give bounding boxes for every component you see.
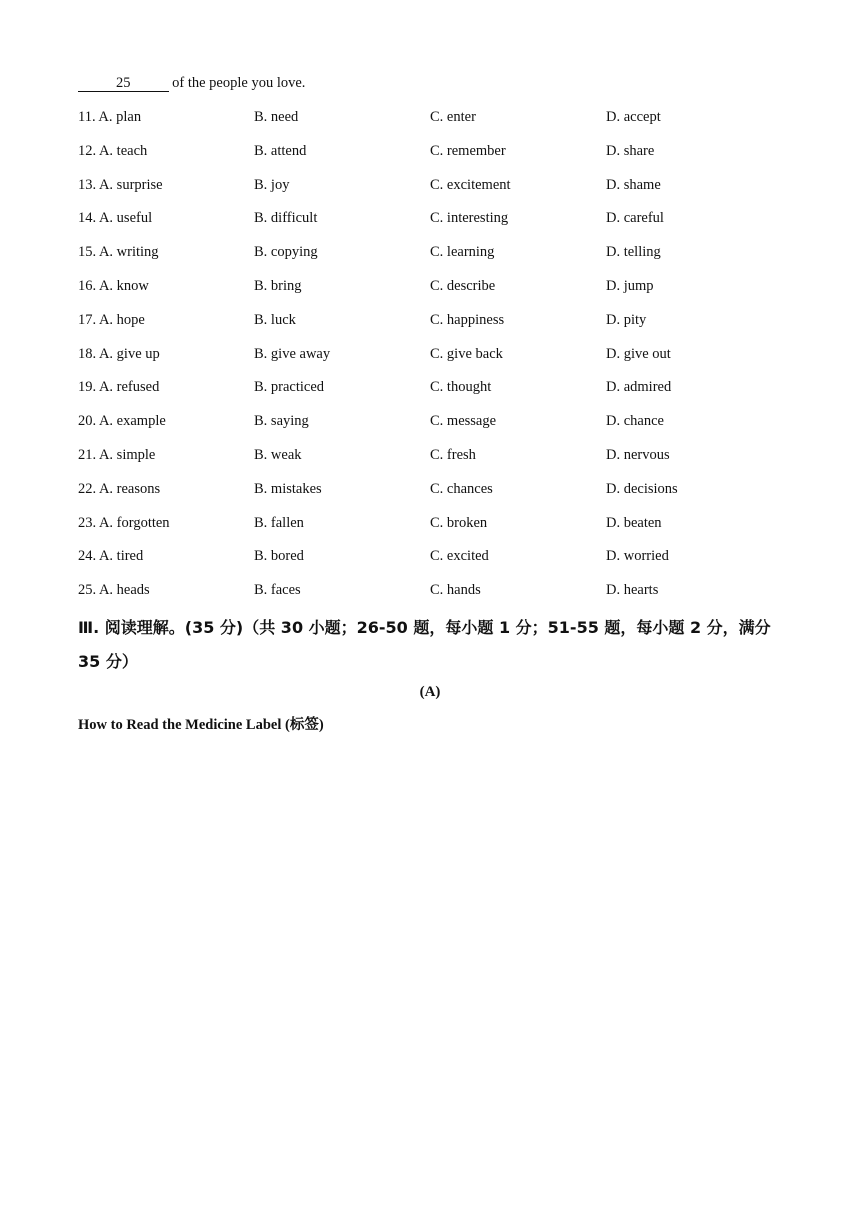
option-c: C. remember: [430, 142, 506, 159]
option-b: B. give away: [254, 345, 331, 362]
option-d: D. share: [606, 142, 655, 159]
answer-blank: [78, 75, 169, 92]
option-b: B. bored: [254, 548, 304, 565]
option-c: C. broken: [430, 514, 488, 531]
option-row: [78, 107, 798, 141]
option-d: D. beaten: [606, 514, 662, 531]
option-b: B. saying: [254, 413, 309, 430]
option-c: C. describe: [430, 277, 496, 294]
option-row: [78, 344, 798, 378]
option-a: 24. A. tired: [78, 548, 144, 565]
option-c: C. chances: [430, 480, 493, 497]
cloze-last-line: [78, 73, 305, 93]
option-d: D. worried: [606, 548, 669, 565]
option-b: B. faces: [254, 582, 301, 599]
option-c: C. learning: [430, 244, 495, 261]
option-row: [78, 445, 798, 479]
options-list: [78, 107, 798, 614]
option-row: [78, 141, 798, 175]
option-row: [78, 310, 798, 344]
option-d: D. pity: [606, 311, 647, 328]
blank-number: 25: [116, 75, 131, 91]
option-a: 18. A. give up: [78, 345, 160, 362]
option-a: 13. A. surprise: [78, 176, 163, 193]
option-c: C. excited: [430, 548, 489, 565]
option-c: C. thought: [430, 379, 492, 396]
option-b: B. attend: [254, 142, 307, 159]
option-row: [78, 377, 798, 411]
option-a: 25. A. heads: [78, 582, 150, 599]
option-a: 17. A. hope: [78, 311, 145, 328]
option-row: [78, 276, 798, 310]
option-a: 12. A. teach: [78, 142, 148, 159]
option-b: B. difficult: [254, 210, 318, 227]
option-b: B. bring: [254, 277, 302, 294]
option-b: B. mistakes: [254, 480, 322, 497]
option-d: D. chance: [606, 413, 664, 430]
option-a: 23. A. forgotten: [78, 514, 170, 531]
option-d: D. give out: [606, 345, 671, 362]
option-d: D. telling: [606, 244, 661, 261]
option-b: B. weak: [254, 446, 302, 463]
passage-label: (A): [419, 684, 441, 700]
option-d: D. decisions: [606, 480, 678, 497]
option-c: C. give back: [430, 345, 503, 362]
option-c: C. happiness: [430, 311, 505, 328]
option-d: D. accept: [606, 109, 661, 125]
option-row: [78, 411, 798, 445]
option-d: D. careful: [606, 210, 664, 227]
option-row: [78, 208, 798, 242]
option-d: D. admired: [606, 379, 672, 396]
option-a: 20. A. example: [78, 413, 166, 430]
option-b: B. luck: [254, 311, 296, 328]
option-row: [78, 479, 798, 513]
option-row: [78, 242, 798, 276]
option-b: B. joy: [254, 176, 290, 193]
option-b: B. fallen: [254, 514, 304, 531]
option-a: 14. A. useful: [78, 210, 153, 227]
option-row: [78, 580, 798, 614]
passage-title: How to Read the Medicine Label (标签): [78, 717, 324, 733]
option-c: C. hands: [430, 582, 481, 599]
option-d: D. jump: [606, 277, 654, 294]
cloze-text: of the people you love.: [168, 75, 306, 91]
option-d: D. hearts: [606, 582, 659, 599]
option-b: B. copying: [254, 244, 318, 261]
option-c: C. excitement: [430, 176, 511, 193]
option-a: 16. A. know: [78, 277, 149, 294]
section-heading: Ⅲ. 阅读理解。(35 分)（共 30 小题；26-50 题，每小题 1 分；51-55 题，每小题 2 分，满分 35 分）: [78, 618, 771, 671]
option-d: D. shame: [606, 176, 661, 193]
option-a: 21. A. simple: [78, 446, 156, 463]
option-b: B. need: [254, 109, 299, 125]
option-a: 15. A. writing: [78, 244, 159, 261]
option-a: 19. A. refused: [78, 379, 160, 396]
option-c: C. message: [430, 413, 497, 430]
option-row: [78, 513, 798, 547]
option-c: C. fresh: [430, 446, 476, 463]
option-row: [78, 175, 798, 209]
option-b: B. practiced: [254, 379, 325, 396]
option-a: 22. A. reasons: [78, 480, 161, 497]
option-c: C. interesting: [430, 210, 509, 227]
option-a: 11. A. plan: [78, 109, 142, 125]
option-c: C. enter: [430, 109, 476, 125]
option-d: D. nervous: [606, 446, 670, 463]
option-row: [78, 546, 798, 580]
